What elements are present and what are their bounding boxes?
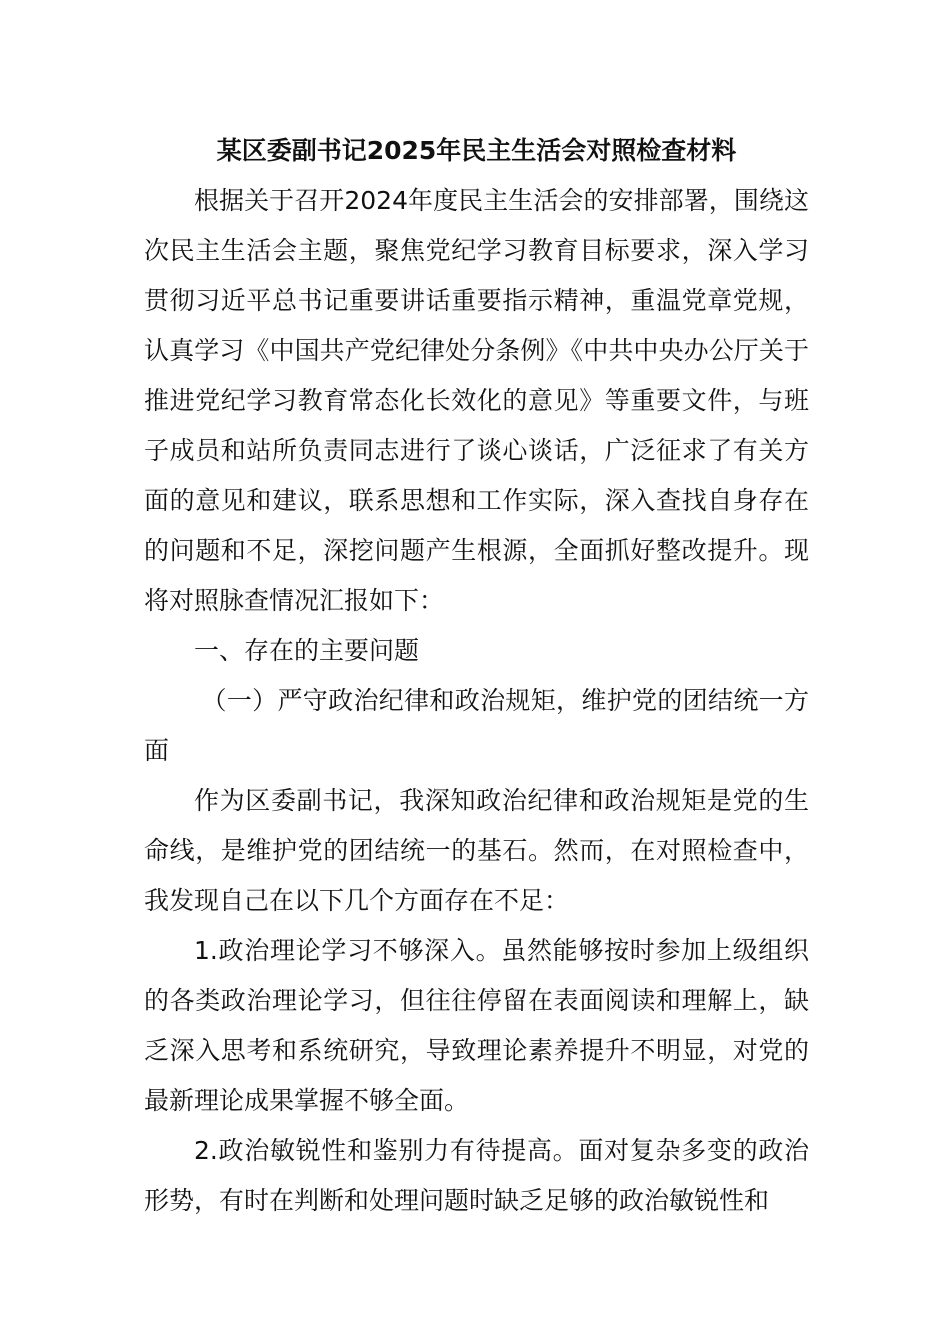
subsection-heading-1: （一）严守政治纪律和政治规矩，维护党的团结统一方面 [144, 686, 809, 765]
list-item-1: 1.政治理论学习不够深入。虽然能够按时参加上级组织的各类政治理论学习，但往往停留在表面阅读和理解上，缺乏深入思考和系统研究，导致理论素养提升不明显，对党的最新理论成果掌握不够全面。 [144, 936, 809, 1115]
document-title: 某区委副书记2025年民主生活会对照检查材料 [216, 136, 737, 165]
body-paragraph: 作为区委副书记，我深知政治纪律和政治规矩是党的生命线，是维护党的团结统一的基石。然而，在对照检查中，我发现自己在以下几个方面存在不足： [144, 786, 809, 915]
list-item-2: 2.政治敏锐性和鉴别力有待提高。面对复杂多变的政治形势，有时在判断和处理问题时缺乏足够的政治敏锐性和 [144, 1136, 809, 1215]
section-heading-1: 一、存在的主要问题 [194, 636, 420, 665]
intro-paragraph: 根据关于召开2024年度民主生活会的安排部署，围绕这次民主生活会主题，聚焦党纪学习教育目标要求，深入学习贯彻习近平总书记重要讲话重要指示精神，重温党章党规，认真学习《中国共产党纪律处分条例》《中共中央办公厅关于推进党纪学习教育常态化长效化的意见》等重要文件，与班子成员和站所负责同志进行了谈心谈话，广泛征求了有关方面的意见和建议，联系思想和工作实际，深入查找自身存在的问题和不足，深挖问题产生根源，全面抓好整改提升。现将对照脉查情况汇报如下： [144, 186, 809, 615]
document-body [144, 126, 809, 1226]
